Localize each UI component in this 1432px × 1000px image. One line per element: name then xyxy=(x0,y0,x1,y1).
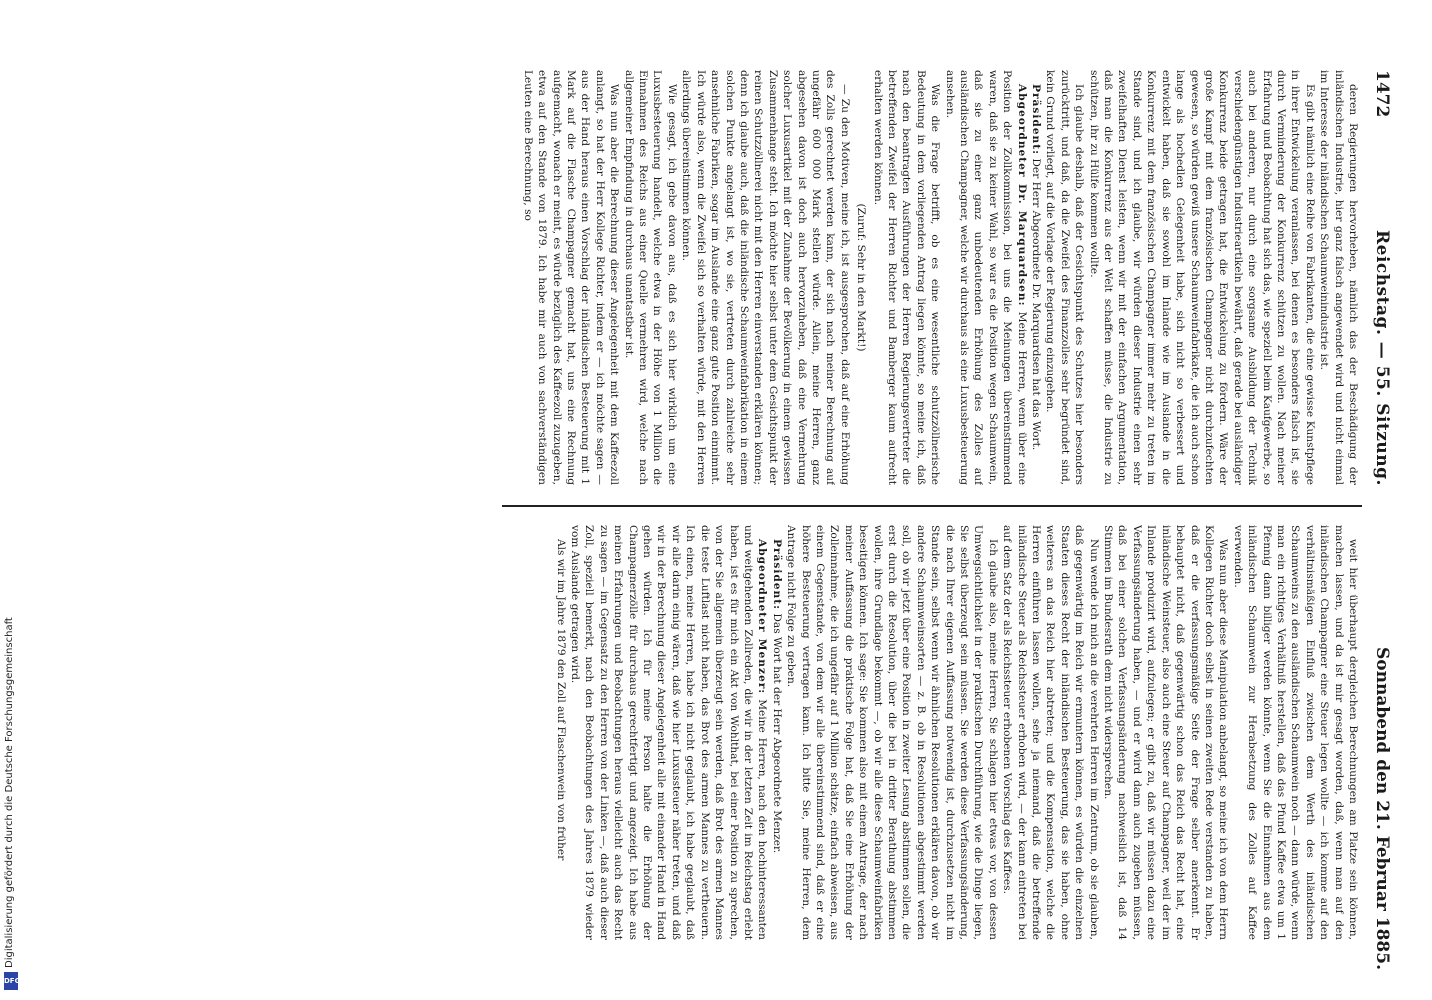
body-paragraph: weit hier überhaupt dergleichen Berechnungen am Platze sein können, machen lassen, und da ist mir gesagt worden, daß, wenn man auf den inländischen Champagner eine Steuer legen wollte — ich komme auf den verhältnismäßigen Einfluß zwischen dem Werth des inländischen Schaumweins zu den ausländischen Schaumwein noch — dann würde, wenn man ein richtiges Verhältniß herstellen, daß das Pfund Kaffee etwa um 1 Pfennig dann billiger werden könnte, wenn Sie die Einnahmen aus dem inländischen Schaumwein zur Herabsetzung des Zolles auf Kaffee verwenden. xyxy=(1231,525,1359,940)
speech-text: Meine Herren, wenn über eine Position der Zollkommission, bei uns die Meinungen übereinstimmend waren, daß sie zu keiner Wahl, so war es die Position wegen Schaumwein, daß sie zu einer ganz unbedeutenden Erhöhung des Zolles auf ausländischen Champagner, welche wir durchaus als eine Luxusbesteuerung ansehen. xyxy=(943,70,1028,485)
body-paragraph: Was nun aber die Berechnung dieser Angelegenheit mit dem Kaffeezoll anlangt, so hat der Herr Kollege Richter, indem er — ich möchte sagen — aus der Hand heraus einen Vorschlag der inländischen Besteuerung mit 1 Mark auf die Flasche Champagner gemacht hat, uns eine Rechnung aufgemacht, wonach er meint, es würde bezüglich des Kaffeezoll zuzugeben, etwa auf den Stande von 1879. Ich habe mir auch von sachverständigen Leuten eine Berechnung, so xyxy=(521,70,621,485)
body-paragraph: — Zu den Motiven, meine ich, ist ausgesprochen, daß auf eine Erhöhung des Zolls gerechnet werden kann, der sich nach meiner Berechnung auf ungefähr 600 000 Mark stellen würde. Allein, meine Herren, ganz abgesehen davon ist doch auch hervorzuheben, daß eine Vermehrung solcher Luxusartikel mit der Zunahme der Bevölkerung in einem gewissen Zusammenhange steht. Ich möchte hier selbst unter dem Gesichtspunkt der reinen Schutzzöllnerei nicht mit den Herren einverstanden erklären können; denn ich glaube auch, daß die inländische Schaumweinfabrikation in einem solchen Punkte angelangt ist, wo sie, vertreten durch zahlreiche sehr ansehnliche Fabriken, sogar im Auslande eine ganz gute Position einnimmt. Ich würde also, wenn die Zweifel sich so verhalten würde, mit den Herren allerdings übereinstimmen können. xyxy=(680,70,851,485)
right-column xyxy=(490,525,1360,940)
speaker-paragraph xyxy=(568,525,770,940)
page-header xyxy=(1364,70,1392,970)
speaker-paragraph xyxy=(769,525,783,940)
speaker-name: Abgeordneter Menzer: xyxy=(756,539,769,695)
session-date: Sonnabend den 21. Februar 1885. xyxy=(1372,647,1392,970)
speech-text: Der Herr Abgeordnete Dr. Marquardsen hat das Wort. xyxy=(1030,155,1043,451)
body-paragraph: Es gibt nämlich eine Reihe von Fabrikanten, die eine gewisse Kunstpflege in ihrer Entwickelung veranlassen, bei denen es besonders falsch ist, sie durch Verminderung der Konkurrenz schützen zu wollen. Nach meiner Erfahrung und Beobachtung hat sich das, wie speziell beim Kaufgewerbe, so auch bei anderen, nur durch eine sorgsame Ausbildung der Technik verschiedengünstigen Industrieartikeln bewährt, daß gerade bei ausländiger Konkurrenz beide getragen hat, die Entwickelung zu fördern. Wäre der große Kampf mit dem französischen Champagner nicht durchzufechten gewesen, so würden gewiß unsere Schaumweinfabrikate, die ich auch schon lange als hochedlen Gelegenheit habe, sich nicht so verbessert und entwickelt haben, daß sie sowohl im Inlande wie im Auslande in die Konkurrenz mit dem französischen Champagner immer mehr zu treten im Stande sind, und ich glaube, wir würden dieser Industrie einen sehr zweifelhaften Dienst leisten, wenn wir mit der einfachen Argumentation, daß man die Konkurrenz aus der Welt schaffen müsse, die Industrie zu schützen, ihr zu Hülfe kommen wollte. xyxy=(1087,70,1316,485)
body-paragraph: Was nun aber diese Manipulation anbelangt, so meine ich von dem Herrn Kollegen Richter doch selbst in seinen zweiten Rede verstanden zu haben, daß er die verfassungsmäßige Seite der Frage selber anerkennt. Er behauptet nicht, daß gegenwärtig schon das Reich das Recht hat, eine inländische Weinsteuer, also auch eine Steuer auf Champagner, weil der im Inlande produzirt wird, aufzulegen; er gibt zu, daß wir müssen dazu eine Verfassungsänderung haben, — und er wird dann auch zugeben müssen, daß bei einer solchen Verfassungsänderung nachweislich ist, daß 14 Stimmen im Bundesrath dem nicht widersprechen. xyxy=(1102,525,1230,940)
running-title: Reichstag. — 55. Sitzung. xyxy=(1372,230,1392,486)
body-paragraph: Ich glaube deshalb, daß der Gesichtspunkt des Schutzes hier besonders zurücktritt, und daß, da die Zweifel des Finanzzolles sehr begründet sind, kein Grund vorliegt, auf die Vorlage der Regierung einzugehen. xyxy=(1044,70,1086,485)
body-paragraph: Nun wende ich mich an die verehrten Herren im Zentrum, ob sie glauben, daß gegenwärtig im Reich wir ermuntern können, es würden die einzelnen Staaten dieses Recht der inländischen Besteuerung, das sie haben, ohne weiteres an das Reich hier abtreten; und die Kompensation, welche die Herren einführen lassen wollen, sehe ja niemand, daß die betreffende inländische Steuer als Reichssteuer erhoben wird, — der kann eintreten bei auf dem Satz der als Reichssteuer erhobenen Vorschlag des Kaffees. xyxy=(1001,525,1100,940)
speech-text: Das Wort hat der Herr Abgeordnete Menzer. xyxy=(770,610,783,854)
body-paragraph: Wie gesagt, ich gebe davon aus, daß es sich hier wirklich um eine Luxusbesteuerung handelt, welche etwa in der Höhe von 1 Million die Einnahmen des Reichs aus einer Quelle vermehren wird, welche nach allgemeiner Empfindung in durchaus unantastbar ist. xyxy=(622,70,678,485)
body-paragraph: deren Regierungen hervorheben, nämlich das der Beschädigung der inländischen Industrie, hier ganz falsch angewendet wird und nicht einmal im Interesse der inländischen Schaumweinindustrie ist. xyxy=(1318,70,1359,485)
page-number: 1472 xyxy=(1372,70,1392,118)
speaker-paragraph xyxy=(942,70,1028,485)
interjection: (Zuruf: Sehr in den Markt!) xyxy=(855,203,868,352)
speaker-name: Abgeordneter Dr. Marquardsen: xyxy=(1015,84,1028,307)
speaker-paragraph xyxy=(1029,70,1043,485)
speech-text: Meine Herren, nach den hochinteressanten und weitgehenden Zollreden, die wir in der letzten Zeit im Reichstag erlebt haben, ist es für mich ein Akt von Wohlthat, bei einer Position zu sprechen, von der Sie allgemein überzeugt sein werden, daß Brot des armen Mannes die teste Luftlast nicht haben, das Brot des armen Mannes zu vertheuern. Ich einen, meine Herren, habe ich nicht geglaubt, ich habe geglaubt, daß wir alle darin einig wären, daß wie hier Luxussteuer näher treten, und daß wir in der Berechnung dieser Angelegenheit alle mit einander Hand in Hand gehen würden. Ich für meine Person halte die Erhöhung der Champagnerzölle für durchaus gerechtfertigt und angezeigt. Ich habe aus meinen Erfahrungen und Beobachtungen heraus vielleicht auch das Recht zu sagen — im Gegensatz zu den Herren von der Linken —, daß auch dieser Zoll, speziell bemerkt, nach den Beobachtungen des Jahres 1879 wieder vom Auslande getragen wird. xyxy=(569,525,769,940)
body-paragraph: Ich glaube also, meine Herren, Sie schlagen hier etwas vor, von dessen Umwegsichtlichkeit in der praktischen Durchführung, wie die Dinge liegen, Sie selbst überzeugt sein müssen. Sie werden diese Verfassungsänderung, die nach Ihrer eigenen Auffassung notwendig ist, durchzusetzen nicht im Stande sein, selbst wenn wir ähnlichen Resolutionen erklären davon, ob wir andere Schaumweinsorten — z. B. ob in Resolutionen abgestimmt werden soll, ob wir jetzt über eine Position in zweiter Lesung abstimmen sollen, die erst durch die Resolution, über die bei in dritter Berathung abstimmen wollen, ihre Grundlage bekommt —, ob wir alle diese Schaumweinfabriken beseitigen können. Ich sage: Sie kommen also mit einem Antrage, der nach meiner Auffassung die praktische Folge hat, daß Sie eine Erhöhung der Zolleinnahme, die ich ungefähr auf 1 Million schätze, einfach abweisen, aus einem Gegenstande, von dem wir alle übereinstimmend sind, daß er eine höhere Besteuerung vertragen kann. Ich bitte Sie, meine Herren, dem Antrage nicht Folge zu geben. xyxy=(785,525,999,940)
body-paragraph: Was die Frage betrifft, ob es eine wesentliche schutzzöllnerische Bedeutung in dem vorliegenden Antrag liegen könnte, so meine ich, daß nach den beantragten Ausführungen der Herren Regierungsvertreter die betreffenden Zweifel der Herren Richter und Bamberger kaum aufrecht erhalten werden können. xyxy=(871,70,942,485)
column-divider xyxy=(502,505,1362,507)
left-column xyxy=(490,70,1360,485)
speaker-name: Präsident: xyxy=(770,539,783,611)
speaker-name: Präsident: xyxy=(1030,84,1043,156)
body-paragraph: Als wir im Jahre 1879 den Zoll auf Flaschenwein von früher xyxy=(554,539,567,861)
digitization-credit: Digitalisierung gefördert durch die Deutsche Forschungsgemeinschaft xyxy=(4,617,15,968)
dfg-logo: DFG xyxy=(4,972,18,990)
